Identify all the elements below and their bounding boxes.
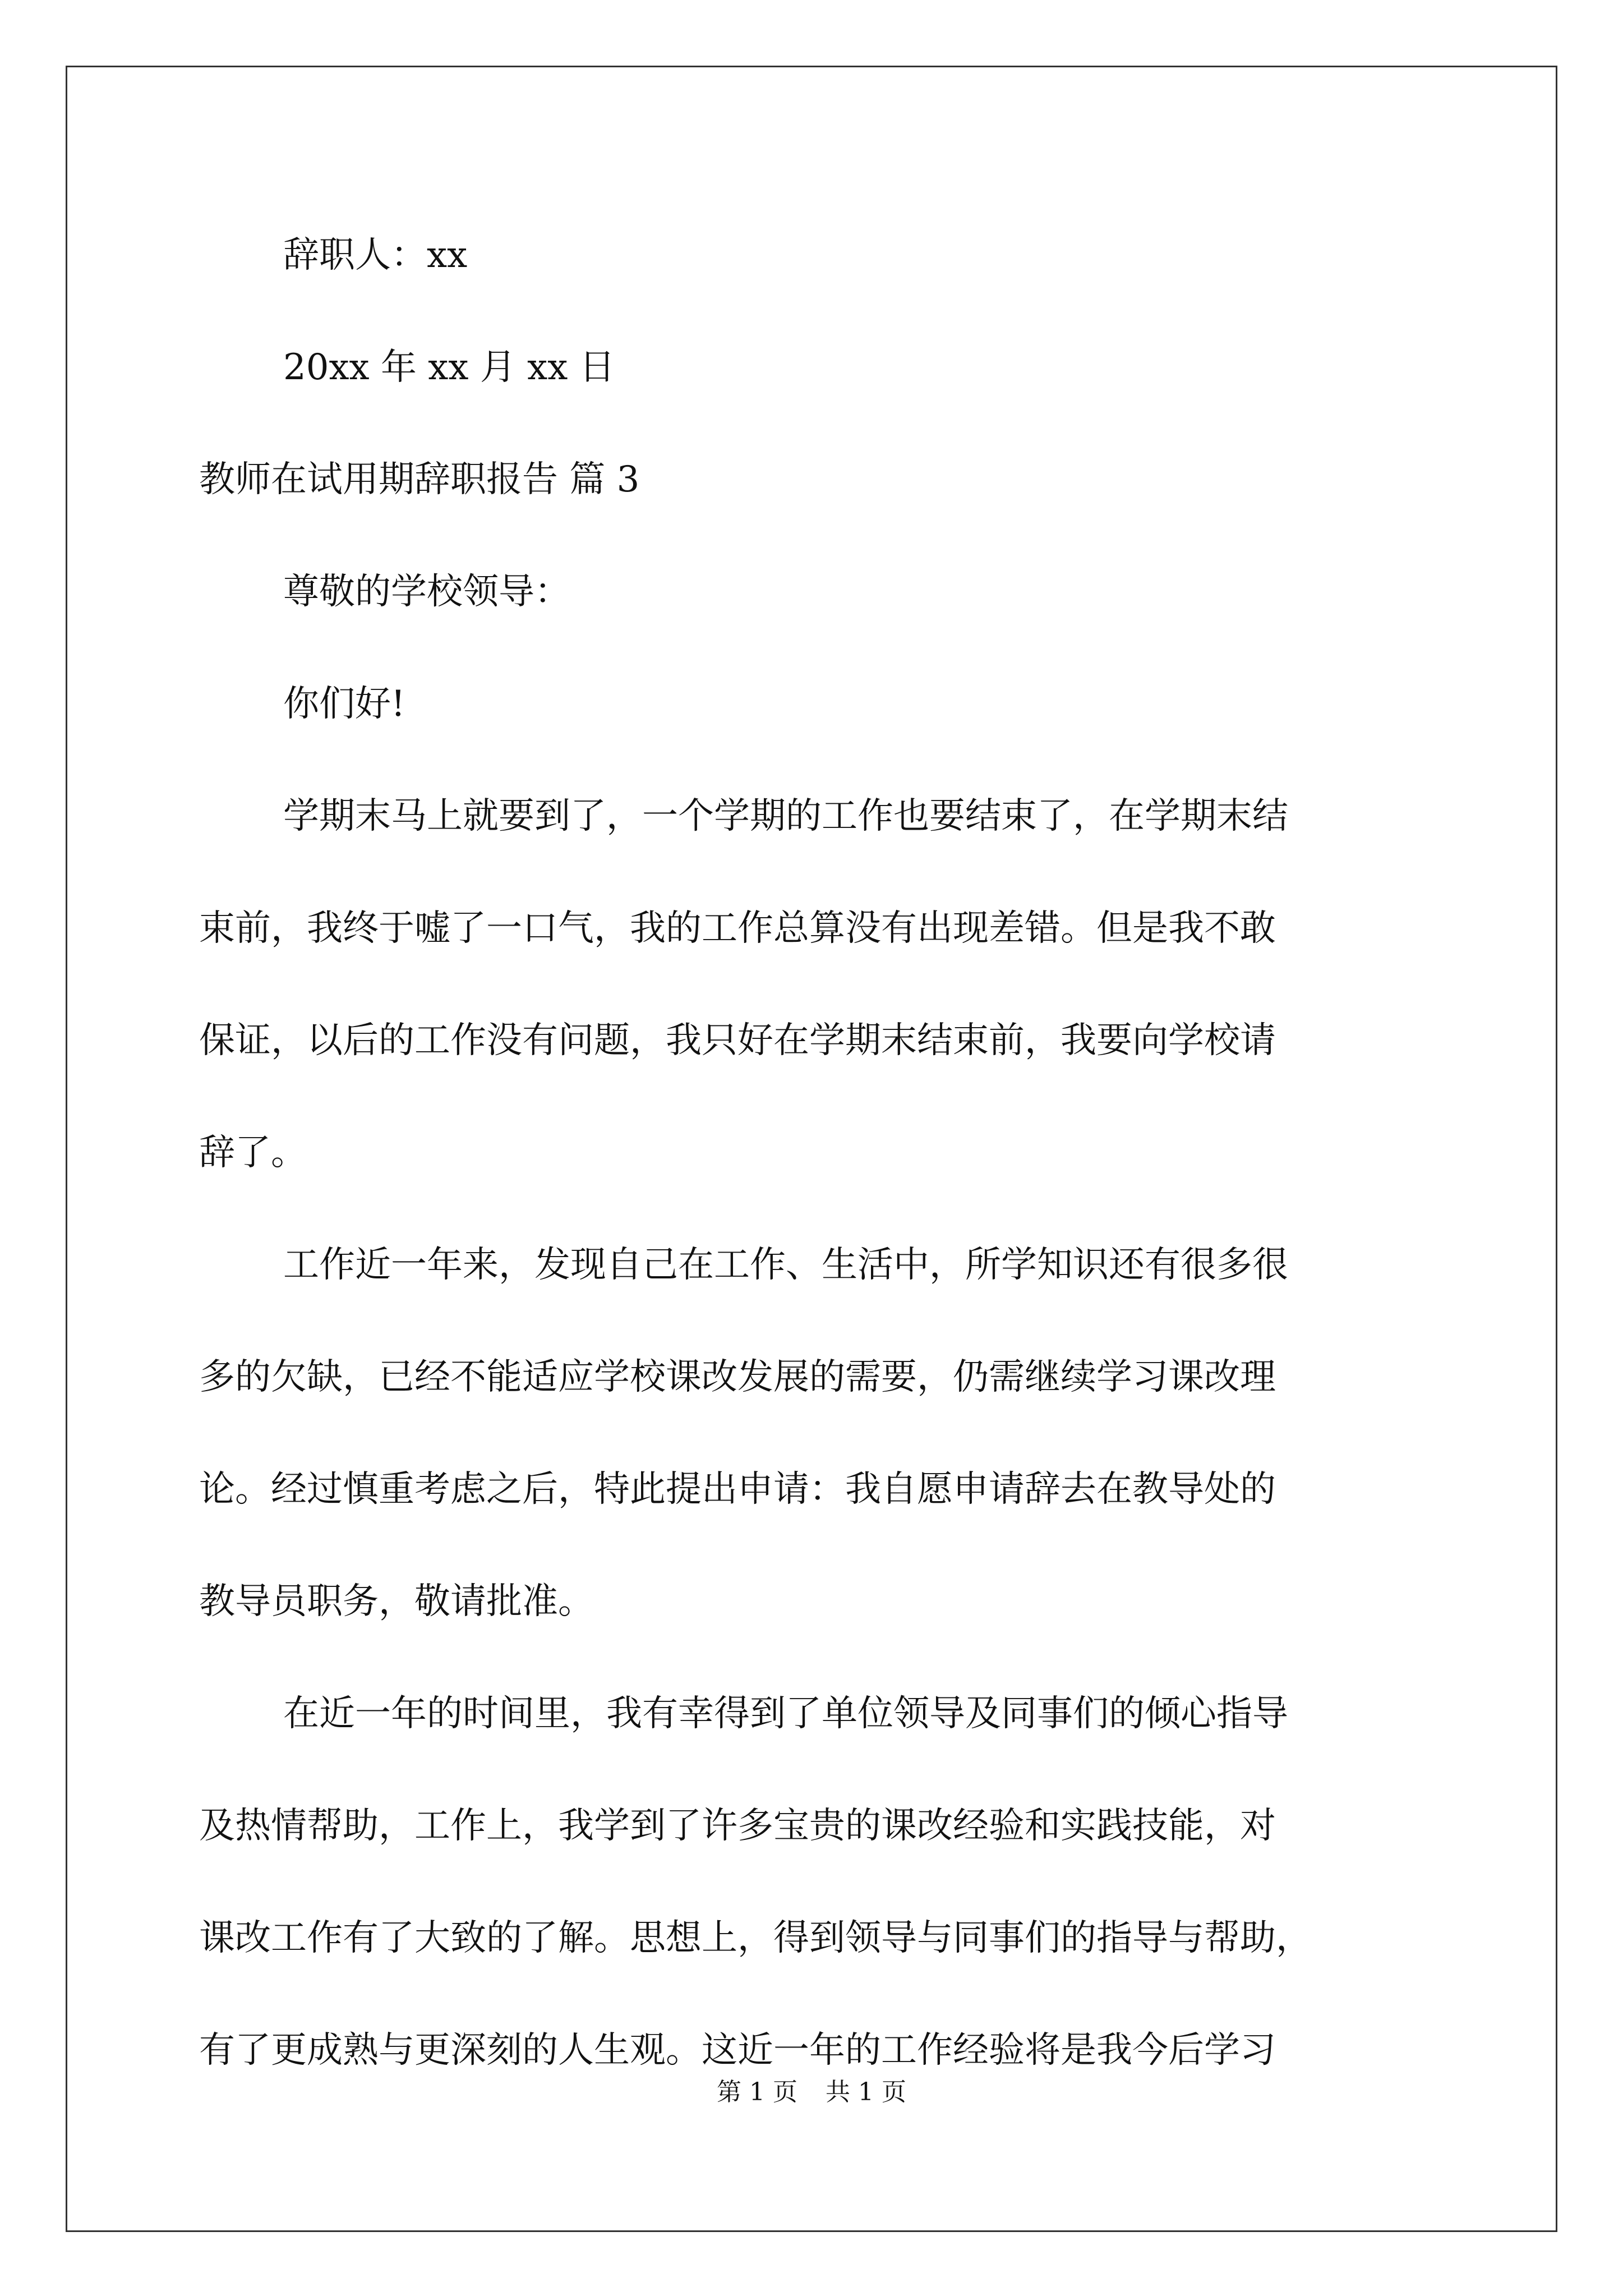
paragraph-line: 在近一年的时间里，我有幸得到了单位领导及同事们的倾心指导 [283,1693,1288,1734]
greeting: 你们好! [283,683,405,725]
paragraph-line: 学期末马上就要到了，一个学期的工作也要结束了，在学期末结 [283,795,1288,837]
paragraph-line: 论。经过慎重考虑之后，特此提出申请：我自愿申请辞去在教导处的 [199,1469,1276,1510]
page-number: 第 1 页 [717,2078,797,2106]
signature-line: 辞职人：xx [283,234,468,276]
paragraph-line: 工作近一年来，发现自己在工作、生活中，所学知识还有很多很 [283,1244,1288,1286]
paragraph-line: 辞了。 [199,1132,307,1174]
section-title: 教师在试用期辞职报告 篇 3 [199,459,640,500]
paragraph-line: 课改工作有了大致的了解。思想上，得到领导与同事们的指导与帮助， [199,1917,1312,1959]
paragraph-line: 保证，以后的工作没有问题，我只好在学期末结束前，我要向学校请 [199,1020,1276,1061]
page-total: 共 1 页 [826,2078,906,2106]
paragraph-line: 束前，我终于嘘了一口气，我的工作总算没有出现差错。但是我不敢 [199,908,1276,949]
salutation: 尊敬的学校领导： [283,571,570,613]
paragraph-line: 多的欠缺，已经不能适应学校课改发展的需要，仍需继续学习课改理 [199,1356,1276,1398]
paragraph-line: 及热情帮助，工作上，我学到了许多宝贵的课改经验和实践技能，对 [199,1805,1276,1847]
paragraph-line: 有了更成熟与更深刻的人生观。这近一年的工作经验将是我今后学习 [199,2030,1276,2071]
date-line: 20xx 年 xx 月 xx 日 [283,347,615,388]
paragraph-line: 教导员职务，敬请批准。 [199,1581,594,1622]
page-footer [0,2076,1623,2109]
